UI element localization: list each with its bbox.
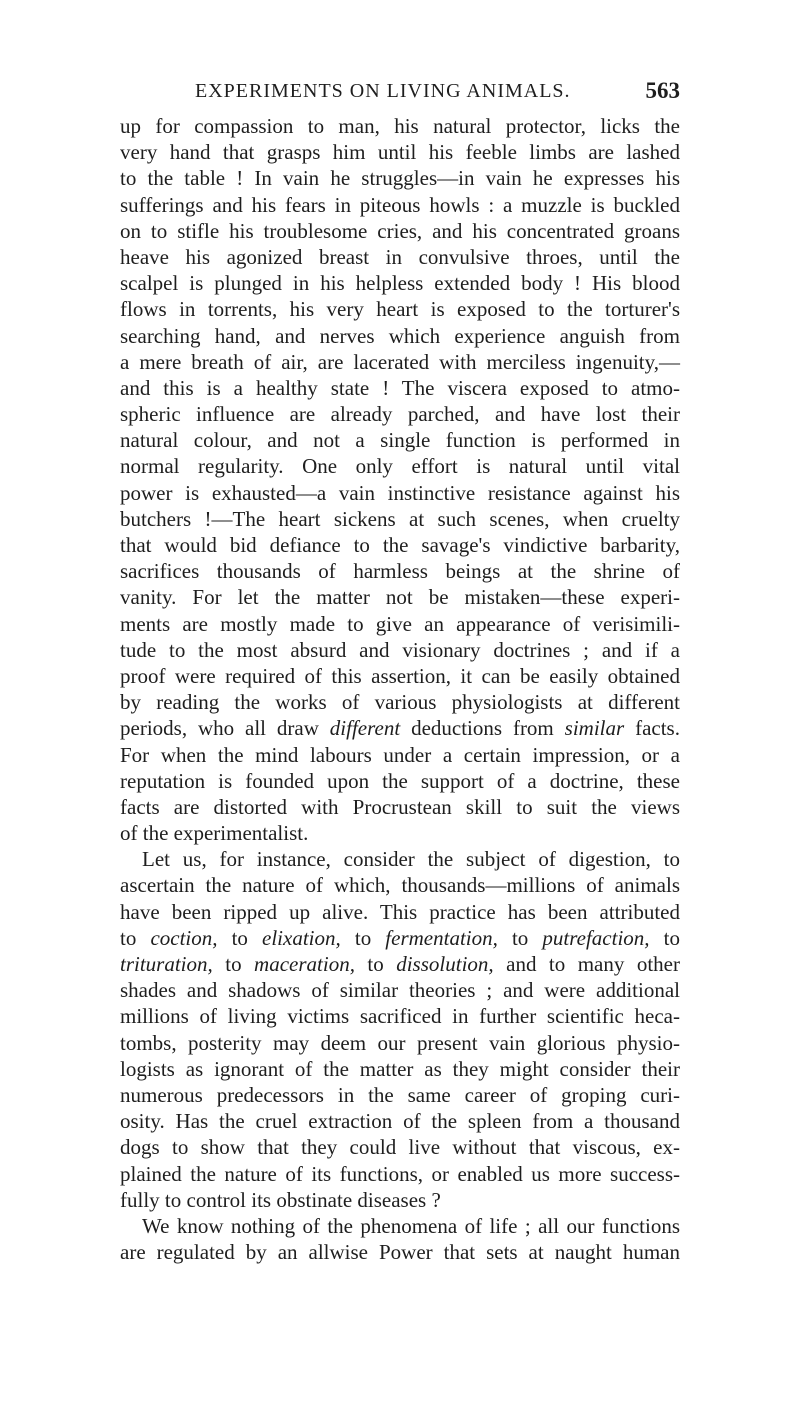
text-line	[120, 925, 680, 951]
text-segment: natural colour, and not a single function is performed in	[120, 428, 680, 453]
text-line	[120, 1108, 680, 1134]
text-segment: of the experimentalist.	[120, 821, 309, 846]
text-line	[120, 558, 680, 584]
text-segment: heave his agonized breast in convulsive throes, until the	[120, 244, 680, 269]
text-line	[120, 165, 680, 191]
text-line	[120, 1134, 680, 1160]
text-segment: up for compassion to man, his natural protector, licks the	[120, 114, 680, 138]
text-segment: We know nothing of the phenomena of life ; all our functions	[142, 1213, 680, 1238]
text-segment: and to many other	[493, 952, 680, 976]
text-segment: to	[212, 952, 255, 976]
text-segment: periods, who all draw	[120, 716, 330, 741]
text-segment: tude to the most absurd and visionary doctrines ; and if a	[120, 637, 680, 662]
text-line	[120, 768, 680, 794]
text-segment: deductions from	[400, 716, 565, 741]
running-head	[120, 74, 680, 106]
text-segment: are regulated by an allwise Power that sets at naught human	[120, 1240, 680, 1265]
text-line	[120, 427, 680, 453]
text-segment: ments are mostly made to give an appearance of verisimili-	[120, 611, 680, 636]
italic-text: different	[329, 716, 401, 741]
text-segment: searching hand, and nerves which experience anguish from	[120, 323, 680, 348]
text-segment: facts are distorted with Procrustean skill to suit the views	[120, 794, 680, 819]
text-segment: on to stifle his troublesome cries, and his concentrated groans	[120, 218, 680, 243]
text-segment: to	[354, 952, 397, 976]
text-segment: to the table ! In vain he struggles—in vain he expresses his	[120, 166, 680, 191]
text-line	[120, 1239, 680, 1265]
text-line	[120, 1030, 680, 1056]
text-line	[120, 244, 680, 270]
text-line	[120, 637, 680, 663]
text-segment: to	[340, 925, 386, 950]
text-line	[120, 742, 680, 768]
text-segment: logists as ignorant of the matter as they might consider their	[120, 1056, 680, 1081]
text-segment: that would bid defiance to the savage's vindictive barbarity,	[120, 533, 680, 557]
text-segment: shades and shadows of similar theories ; and were additional	[120, 978, 680, 1003]
text-segment: and this is a healthy state ! The viscera exposed to atmo-	[120, 375, 680, 400]
text-line	[120, 270, 680, 296]
text-segment: fully to control its obstinate diseases ?	[120, 1187, 441, 1212]
text-segment: flows in torrents, his very heart is exposed to the torturer's	[120, 297, 680, 322]
text-segment: to	[497, 925, 543, 950]
page-number: 563	[645, 78, 680, 103]
text-segment: Let us, for instance, consider the subject of digestion, to	[142, 847, 680, 872]
text-segment: butchers !—The heart sickens at such scenes, when cruelty	[120, 506, 680, 531]
text-line	[120, 296, 680, 322]
text-line	[120, 1213, 680, 1239]
text-segment: vanity. For let the matter not be mistaken—these experi-	[120, 585, 680, 610]
text-segment: proof were required of this assertion, it can be easily obtained	[120, 663, 680, 688]
text-segment: power is exhausted—a vain instinctive resistance against his	[120, 480, 680, 505]
text-segment: facts.	[624, 716, 680, 741]
text-line	[120, 218, 680, 244]
text-line	[120, 532, 680, 558]
italic-text: elixation,	[262, 925, 341, 950]
italic-text: dissolution,	[396, 952, 494, 976]
text-segment: to	[120, 925, 151, 950]
text-line	[120, 192, 680, 218]
text-line	[120, 1082, 680, 1108]
italic-text: trituration,	[120, 952, 213, 976]
text-line	[120, 689, 680, 715]
text-segment: spheric influence are already parched, and have lost their	[120, 402, 680, 427]
text-line	[120, 872, 680, 898]
text-segment: plained the nature of its functions, or enabled us more success-	[120, 1161, 680, 1186]
text-segment: reputation is founded upon the support of a doctrine, these	[120, 768, 680, 793]
text-segment: For when the mind labours under a certain impression, or a	[120, 742, 680, 767]
text-segment: by reading the works of various physiologists at different	[120, 690, 680, 715]
italic-text: fermentation,	[385, 925, 498, 950]
text-line	[120, 820, 680, 846]
text-line	[120, 375, 680, 401]
text-line	[120, 951, 680, 977]
text-line	[120, 663, 680, 689]
text-segment: osity. Has the cruel extraction of the spleen from a thousand	[120, 1109, 680, 1134]
text-segment: have been ripped up alive. This practice has been attributed	[120, 899, 680, 924]
text-line	[120, 715, 680, 741]
text-line	[120, 611, 680, 637]
text-line	[120, 1161, 680, 1187]
text-segment: a mere breath of air, are lacerated with merciless ingenuity,—	[120, 349, 680, 374]
text-segment: sufferings and his fears in piteous howls : a muzzle is buckled	[120, 192, 680, 217]
text-segment: scalpel is plunged in his helpless extended body ! His blood	[120, 271, 680, 296]
text-line	[120, 113, 680, 139]
text-line	[120, 899, 680, 925]
text-segment: to	[649, 925, 680, 950]
text-line	[120, 1003, 680, 1029]
text-line	[120, 139, 680, 165]
body-text	[120, 113, 680, 1265]
text-segment: millions of living victims sacrificed in further scientific heca-	[120, 1004, 680, 1029]
text-line	[120, 794, 680, 820]
text-segment: ascertain the nature of which, thousands—millions of animals	[120, 873, 680, 898]
text-segment: to	[217, 925, 263, 950]
text-segment: very hand that grasps him until his feeble limbs are lashed	[120, 140, 680, 165]
text-segment: dogs to show that they could live without that viscous, ex-	[120, 1135, 680, 1160]
running-title: EXPERIMENTS ON LIVING ANIMALS.	[195, 80, 571, 102]
text-line	[120, 453, 680, 479]
text-line	[120, 846, 680, 872]
italic-text: similar	[564, 716, 625, 741]
text-segment: normal regularity. One only effort is natural until vital	[120, 454, 680, 479]
text-segment: sacrifices thousands of harmless beings at the shrine of	[120, 559, 680, 584]
text-line	[120, 401, 680, 427]
text-line	[120, 1056, 680, 1082]
text-segment: tombs, posterity may deem our present vain glorious physio-	[120, 1030, 680, 1055]
text-line	[120, 506, 680, 532]
italic-text: putrefaction,	[542, 925, 650, 950]
text-line	[120, 480, 680, 506]
text-line	[120, 977, 680, 1003]
italic-text: maceration,	[254, 952, 355, 976]
text-line	[120, 349, 680, 375]
text-line	[120, 584, 680, 610]
text-segment: numerous predecessors in the same career of groping curi-	[120, 1082, 680, 1107]
text-line	[120, 1187, 680, 1213]
text-line	[120, 323, 680, 349]
italic-text: coction,	[150, 925, 218, 950]
